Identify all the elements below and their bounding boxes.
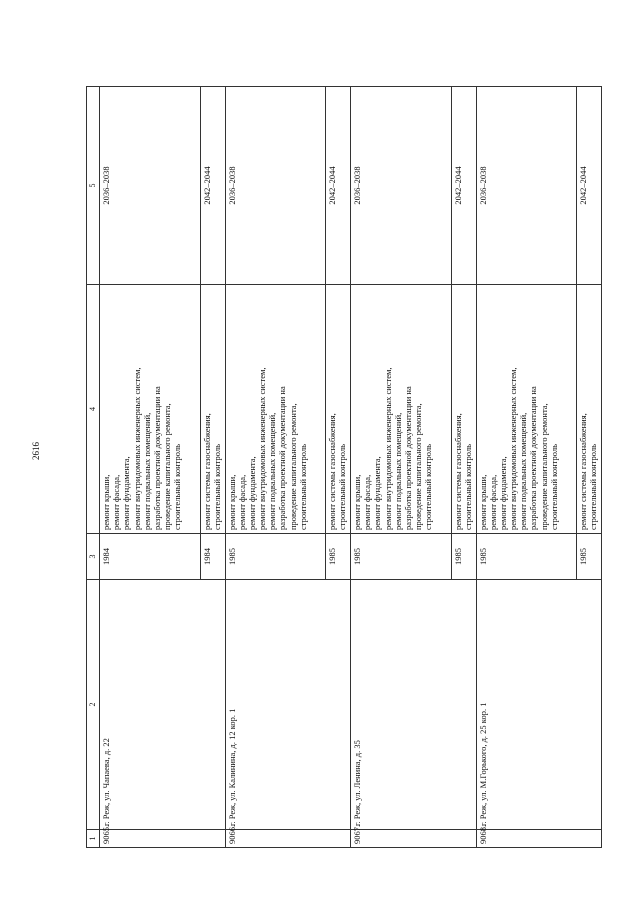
work-item: ремонт крыши,	[352, 474, 362, 530]
repair-works	[200, 285, 225, 534]
table-row	[225, 87, 326, 848]
building-address: г. Реж, ул. Калинина, д. 12 кор. 1	[225, 580, 351, 830]
works-list	[202, 288, 222, 530]
work-item: ремонт крыши,	[226, 474, 237, 530]
work-item: ремонт фундамента,	[497, 456, 508, 530]
header-row	[87, 87, 100, 848]
column-header: 3	[87, 534, 100, 580]
construction-year: 1985	[476, 534, 577, 580]
repair-schedule-table	[86, 86, 602, 848]
repair-works	[225, 285, 326, 534]
work-item: проведение капитального ремонта,	[162, 403, 173, 530]
work-item: строительный контроль	[588, 443, 599, 530]
work-item: ремонт крыши,	[101, 474, 111, 530]
planned-period: 2036–2038	[351, 87, 452, 285]
work-item: ремонт системы газоснабжения,	[201, 413, 212, 530]
planned-period: 2036–2038	[225, 87, 326, 285]
work-item: ремонт фундамента,	[246, 456, 257, 530]
building-address: г. Реж, ул. М.Горького, д. 25 кор. 1	[476, 580, 602, 830]
building-address: г. Реж, ул. Ленина, д. 35	[351, 580, 477, 830]
table-body	[87, 87, 602, 848]
work-item: разработка проектной документации на	[402, 386, 413, 530]
construction-year: 1985	[225, 534, 326, 580]
work-item: ремонт фасада,	[487, 474, 498, 530]
works-list	[352, 288, 434, 530]
work-item: ремонт подвальных помещений,	[267, 412, 278, 530]
work-item: ремонт подвальных помещений,	[518, 412, 529, 530]
table-row	[100, 87, 201, 848]
table-row	[476, 87, 577, 848]
works-list	[578, 288, 598, 530]
page-number: 2616	[31, 442, 41, 460]
work-item: проведение капитального ремонта,	[287, 403, 298, 530]
work-item: ремонт фасада,	[111, 474, 122, 530]
work-item: строительный контроль	[337, 443, 348, 530]
work-item: ремонт фасада,	[236, 474, 247, 530]
repair-works	[451, 285, 476, 534]
work-item: ремонт фасада,	[362, 474, 373, 530]
work-item: строительный контроль	[548, 443, 559, 530]
work-item: строительный контроль	[172, 443, 183, 530]
work-item: ремонт фундамента,	[121, 456, 132, 530]
building-address: г. Реж, ул. Чапаева, д. 22	[100, 580, 226, 830]
column-header: 5	[87, 87, 100, 285]
repair-works	[476, 285, 577, 534]
planned-period: 2036–2038	[100, 87, 201, 285]
works-list	[327, 288, 347, 530]
work-item: строительный контроль	[462, 443, 473, 530]
construction-year: 1985	[351, 534, 452, 580]
row-number: 9067.	[351, 830, 477, 848]
construction-year: 1985	[577, 534, 602, 580]
table-row	[351, 87, 452, 848]
repair-works	[351, 285, 452, 534]
planned-period: 2036–2038	[476, 87, 577, 285]
work-item: ремонт системы газоснабжения,	[452, 413, 463, 530]
works-list	[453, 288, 473, 530]
work-item: разработка проектной документации на	[151, 386, 162, 530]
work-item: ремонт системы газоснабжения,	[578, 413, 588, 530]
construction-year: 1985	[451, 534, 476, 580]
repair-works	[577, 285, 602, 534]
works-list	[101, 288, 183, 530]
planned-period: 2042–2044	[577, 87, 602, 285]
planned-period: 2042–2044	[200, 87, 225, 285]
construction-year: 1984	[100, 534, 201, 580]
work-item: проведение капитального ремонта,	[538, 403, 549, 530]
work-item: ремонт подвальных помещений,	[141, 412, 152, 530]
work-item: строительный контроль	[423, 443, 434, 530]
repair-works	[326, 285, 351, 534]
row-number: 9066.	[225, 830, 351, 848]
rotated-table-wrapper	[86, 87, 602, 848]
work-item: ремонт внутридомовых инженерных систем,	[257, 367, 268, 530]
work-item: ремонт внутридомовых инженерных систем,	[382, 367, 393, 530]
work-item: ремонт подвальных помещений,	[392, 412, 403, 530]
work-item: разработка проектной документации на	[528, 386, 539, 530]
works-list	[227, 288, 309, 530]
row-number: 9065.	[100, 830, 226, 848]
column-header: 2	[87, 580, 100, 830]
work-item: ремонт фундамента,	[372, 456, 383, 530]
construction-year: 1984	[200, 534, 225, 580]
work-item: строительный контроль	[211, 443, 222, 530]
work-item: ремонт внутридомовых инженерных систем,	[131, 367, 142, 530]
column-header: 4	[87, 285, 100, 534]
work-item: ремонт внутридомовых инженерных систем,	[508, 367, 519, 530]
column-header: 1	[87, 830, 100, 848]
repair-works	[100, 285, 201, 534]
works-list	[478, 288, 560, 530]
planned-period: 2042–2044	[451, 87, 476, 285]
work-item: разработка проектной документации на	[277, 386, 288, 530]
row-number: 9068.	[476, 830, 602, 848]
work-item: проведение капитального ремонта,	[413, 403, 424, 530]
work-item: строительный контроль	[297, 443, 308, 530]
work-item: ремонт крыши,	[477, 474, 488, 530]
construction-year: 1985	[326, 534, 351, 580]
planned-period: 2042–2044	[326, 87, 351, 285]
work-item: ремонт системы газоснабжения,	[327, 413, 337, 530]
